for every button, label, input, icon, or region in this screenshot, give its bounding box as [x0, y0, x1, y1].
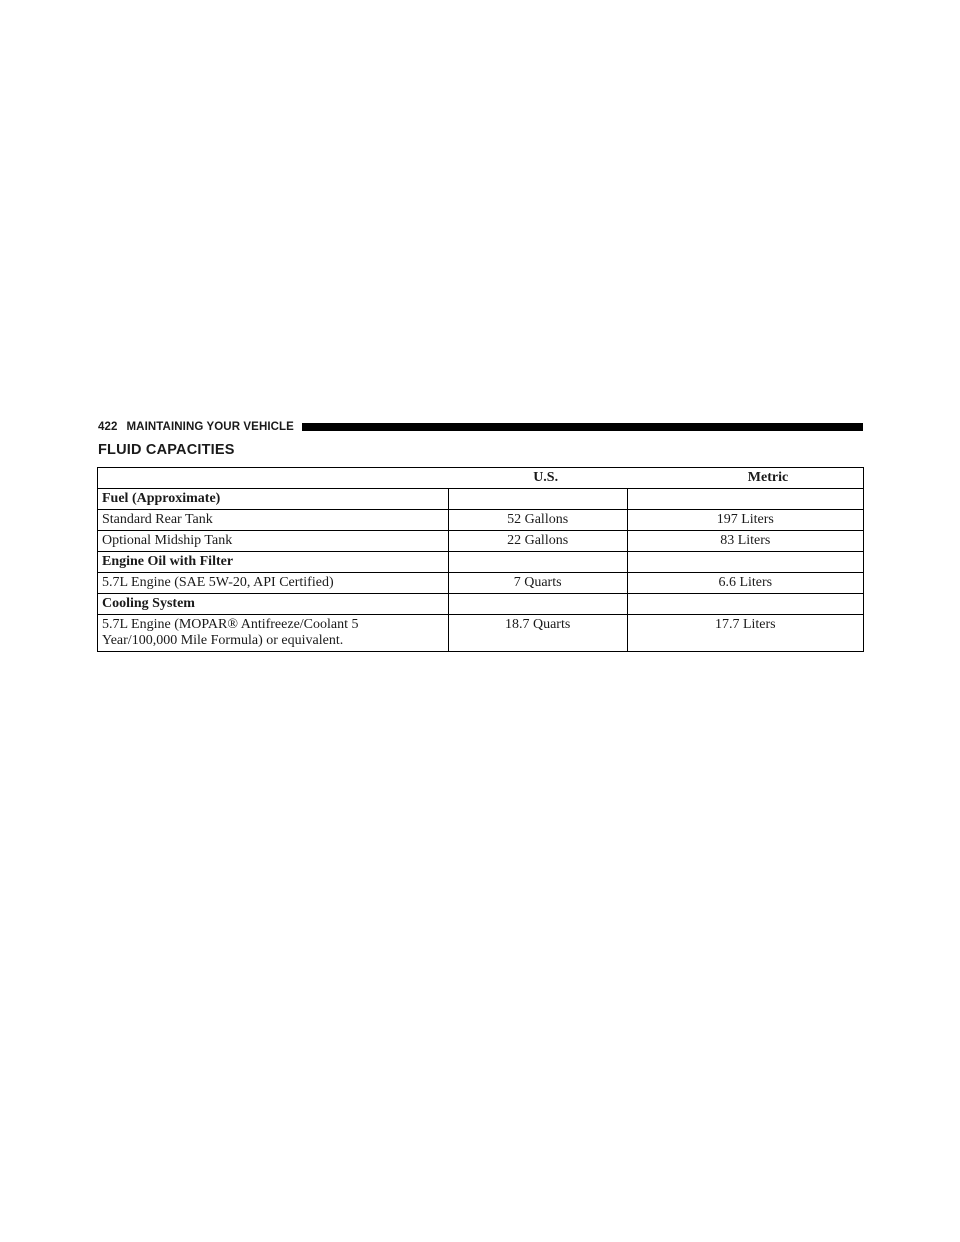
header-rule: [302, 423, 863, 431]
fluid-capacities-table: [97, 467, 864, 652]
row-us-value: 7 Quarts: [448, 573, 627, 594]
table-row: [98, 615, 864, 652]
section-title: MAINTAINING YOUR VEHICLE: [126, 421, 294, 433]
row-metric-value: 6.6 Liters: [627, 573, 863, 594]
row-metric-value: 83 Liters: [627, 531, 863, 552]
row-us-value: [448, 489, 627, 510]
row-label: Optional Midship Tank: [98, 531, 449, 552]
table-row: [98, 489, 864, 510]
row-label: Fuel (Approximate): [98, 489, 449, 510]
row-metric-value: [627, 594, 863, 615]
row-us-value: 18.7 Quarts: [448, 615, 627, 652]
row-us-value: [448, 594, 627, 615]
row-label: Engine Oil with Filter: [98, 552, 449, 573]
table-row: [98, 573, 864, 594]
row-label: 5.7L Engine (SAE 5W-20, API Certified): [98, 573, 449, 594]
row-label: Standard Rear Tank: [98, 510, 449, 531]
page-header: [98, 420, 863, 434]
table-header-row: [98, 468, 864, 489]
column-header-metric: Metric: [627, 468, 863, 489]
row-us-value: 52 Gallons: [448, 510, 627, 531]
table-row: [98, 552, 864, 573]
row-label: [98, 615, 449, 652]
page-title: FLUID CAPACITIES: [98, 442, 235, 458]
table-row: [98, 531, 864, 552]
row-us-value: 22 Gallons: [448, 531, 627, 552]
table-row: [98, 594, 864, 615]
row-metric-value: 197 Liters: [627, 510, 863, 531]
row-label-line-1: 5.7L Engine (MOPAR® Antifreeze/Coolant 5: [102, 617, 359, 632]
page-number: 422: [98, 421, 118, 433]
row-metric-value: 17.7 Liters: [627, 615, 863, 652]
table-row: [98, 510, 864, 531]
row-metric-value: [627, 489, 863, 510]
row-label-line-2: Year/100,000 Mile Formula) or equivalent.: [102, 633, 344, 648]
column-header-item: [98, 468, 449, 489]
row-label: Cooling System: [98, 594, 449, 615]
column-header-us: U.S.: [448, 468, 627, 489]
row-us-value: [448, 552, 627, 573]
row-metric-value: [627, 552, 863, 573]
